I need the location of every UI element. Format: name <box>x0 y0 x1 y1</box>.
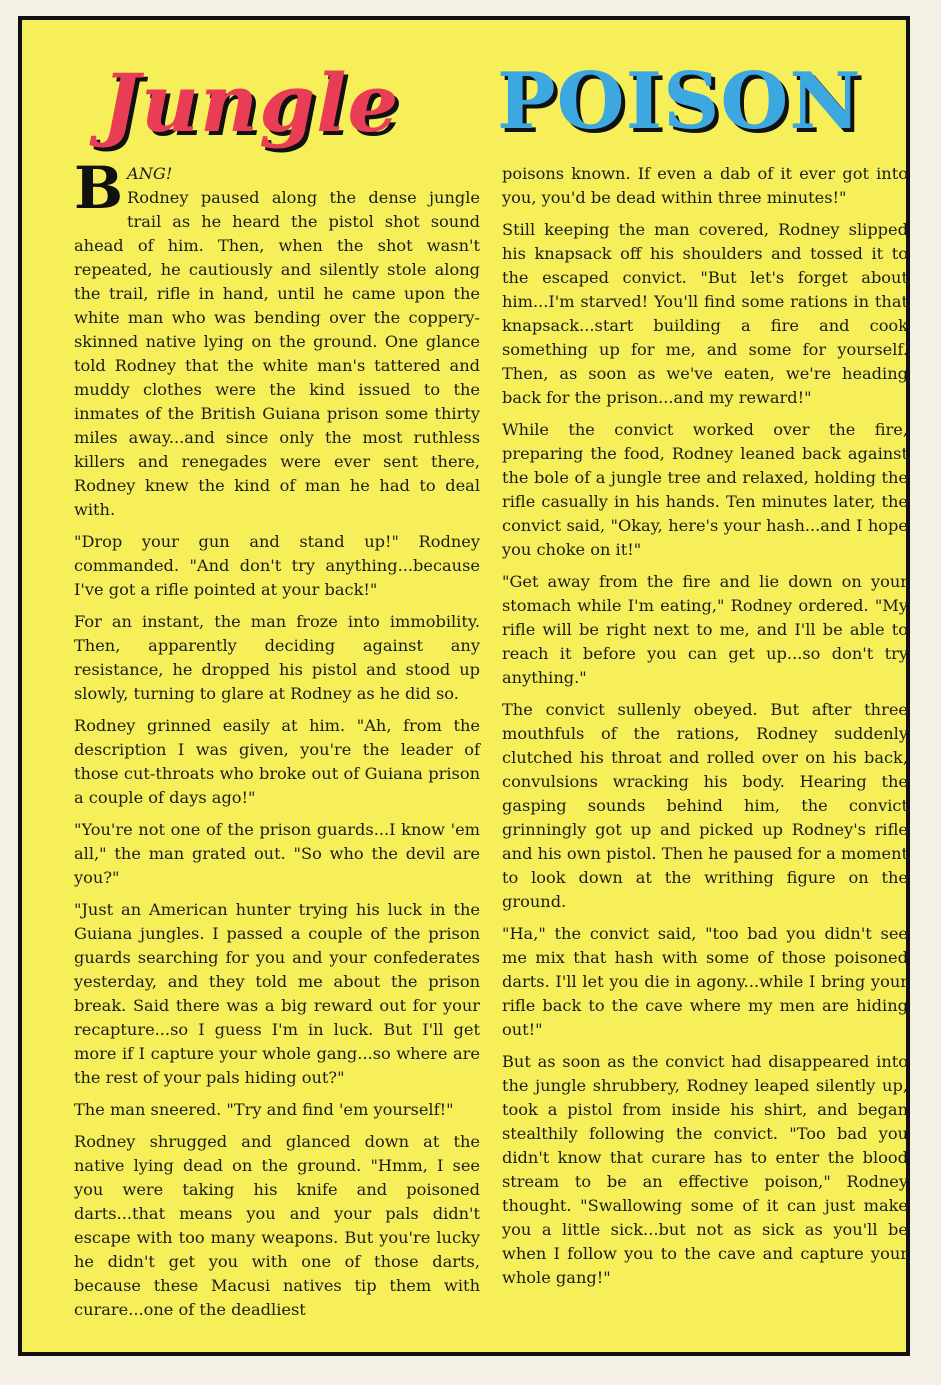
opening-word: ANG! <box>127 164 173 183</box>
paragraph: poisons known. If even a dab of it ever got into you, you'd be dead within three minutes!" <box>502 164 908 207</box>
paragraph: "Get away from the fire and lie down on your stomach while I'm eating," Rodney ordered. "My rifle will be right next to me, and I'll be able to reach it before you can get up...so don't try anything." <box>502 572 908 687</box>
paragraph: "You're not one of the prison guards...I know 'em all," the man grated out. "So who the devil are you?" <box>74 820 480 887</box>
opening-paragraph <box>74 154 480 522</box>
paragraph: "Ha," the convict said, "too bad you didn't see me mix that hash with some of those poisoned darts. I'll let you die in agony...while I bring your rifle back to the cave where my men are hiding out!" <box>502 924 908 1039</box>
drop-cap: B <box>74 154 124 222</box>
paragraph: The man sneered. "Try and find 'em yourself!" <box>74 1100 454 1119</box>
paragraph: But as soon as the convict had disappeared into the jungle shrubbery, Rodney leaped silently up, took a pistol from inside his shirt, and began stealthily following the convict. "Too bad you didn't know that curare has to enter the blood stream to be an effective poison," Rodney thought. "Swallowing some of it can just make you a little sick...but not as sick as you'll be when I follow you to the cave and capture your whole gang!" <box>502 1052 908 1287</box>
story-title <box>92 44 872 164</box>
paragraph: For an instant, the man froze into immobility. Then, apparently deciding against any resistance, he dropped his pistol and stood up slowly, turning to glare at Rodney as he did so. <box>74 612 480 703</box>
paragraph-text: Rodney paused along the dense jungle trail as he heard the pistol shot sound ahead of him. Then, when the shot wasn't repeated, he cautiously and silently stole along the trail, rifle in hand, until he came upon the white man who was bending over the coppery-skinned native lying on the ground. One glance told Rodney that the white man's tattered and muddy clothes were the kind issued to the inmates of the British Guiana prison some thirty miles away...and since only the most ruthless killers and renegades were ever sent there, Rodney knew the kind of man he had to deal with. <box>74 188 480 519</box>
paragraph: "Just an American hunter trying his luck in the Guiana jungles. I passed a couple of the prison guards searching for you and your confederates yesterday, and they told me about the prison break. Said there was a big reward out for your recapture...so I guess I'm in luck. But I'll get more if I capture your whole gang...so where are the rest of your pals hiding out?" <box>74 900 480 1087</box>
page-margin <box>0 1356 941 1385</box>
title-word-poison: POISON <box>497 56 862 147</box>
comic-page <box>18 16 910 1356</box>
paragraph: "Drop your gun and stand up!" Rodney commanded. "And don't try anything...because I've got a rifle pointed at your back!" <box>74 532 480 599</box>
title-word-jungle: Jungle <box>102 56 400 150</box>
paragraph: Rodney shrugged and glanced down at the native lying dead on the ground. "Hmm, I see you were taking his knife and poisoned darts...that means you and your pals didn't escape with too many weapons. But you're lucky he didn't get you with one of those darts, because these Macusi natives tip them with curare...one of the deadliest <box>74 1132 480 1319</box>
right-column <box>502 162 908 1347</box>
paragraph: The convict sullenly obeyed. But after three mouthfuls of the rations, Rodney suddenly clutched his throat and rolled over on his back, convulsions wracking his body. Hearing the gasping sounds behind him, the convict grinningly got up and picked up Rodney's rifle and his own pistol. Then he paused for a moment to look down at the writhing figure on the ground. <box>502 700 908 911</box>
story-columns <box>74 154 916 1347</box>
left-column <box>74 154 480 1347</box>
paragraph: Still keeping the man covered, Rodney slipped his knapsack off his shoulders and tossed it to the escaped convict. "But let's forget about him...I'm starved! You'll find some rations in that knapsack...start building a fire and cook something up for me, and some for yourself. Then, as soon as we've eaten, we're heading back for the prison...and my reward!" <box>502 220 908 407</box>
paragraph: Rodney grinned easily at him. "Ah, from the description I was given, you're the leader of those cut-throats who broke out of Guiana prison a couple of days ago!" <box>74 716 480 807</box>
paragraph: While the convict worked over the fire, preparing the food, Rodney leaned back against the bole of a jungle tree and relaxed, holding the rifle casually in his hands. Ten minutes later, the convict said, "Okay, here's your hash...and I hope you choke on it!" <box>502 420 908 559</box>
